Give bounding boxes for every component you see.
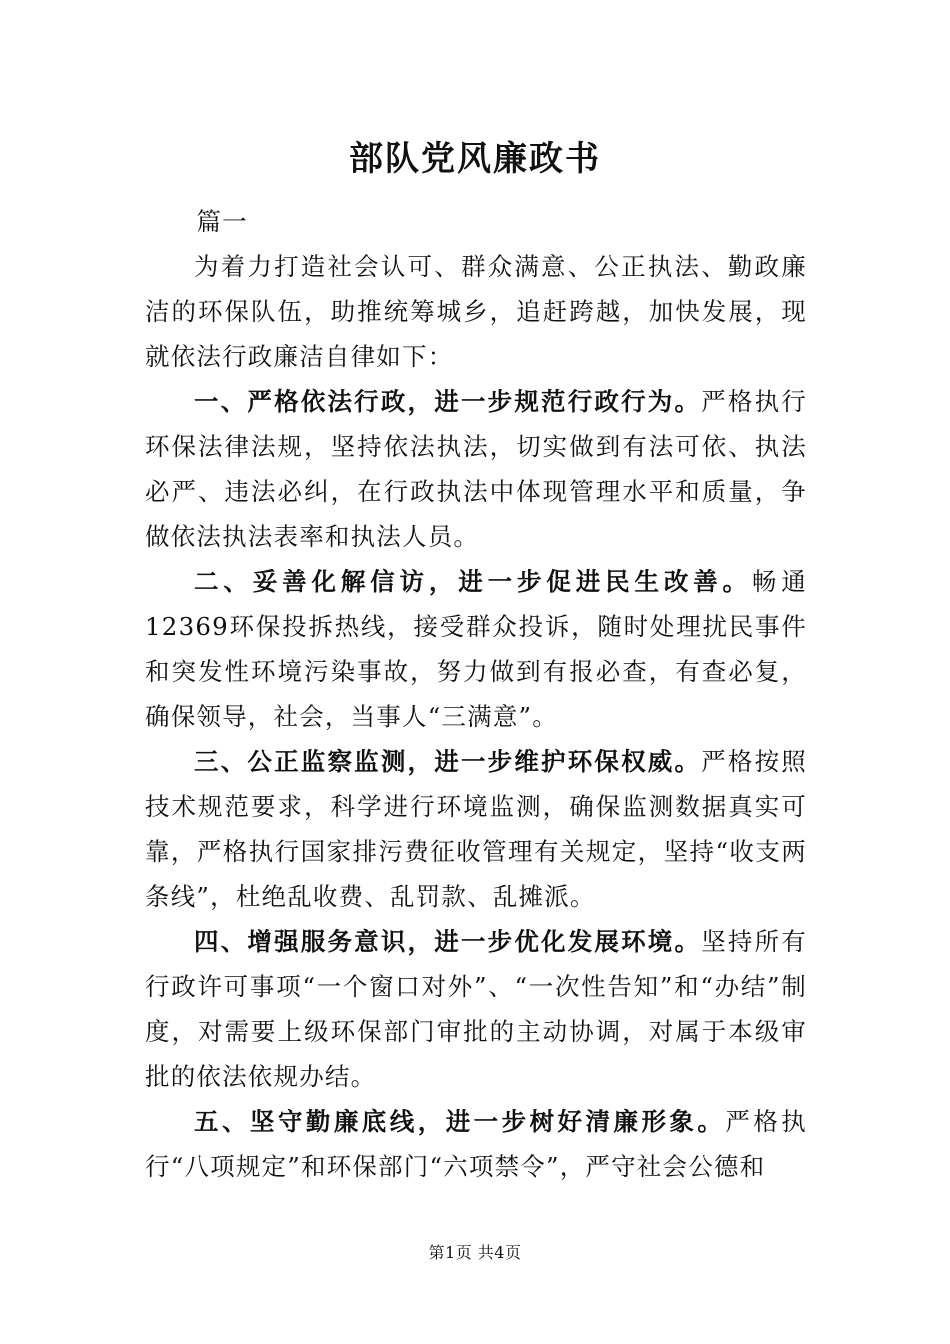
item-paragraph-4 — [145, 919, 807, 1099]
item-heading-1: 一、严格依法行政，进一步规范行政行为。 — [194, 387, 702, 416]
item-heading-4: 四、增强服务意识，进一步优化发展环境。 — [194, 927, 702, 956]
item-text-5: 严格执行“八项规定”和环保部门“六项禁令”，严守社会公德和 — [145, 1107, 807, 1181]
item-paragraph-2 — [145, 559, 807, 739]
item-paragraph-3 — [145, 739, 807, 919]
page-footer: 第1页 共4页 — [428, 1243, 522, 1262]
intro-paragraph: 为着力打造社会认可、群众满意、公正执法、勤政廉洁的环保队伍，助推统筹城乡，追赶跨越，加快发展，现就依法行政廉洁自律如下： — [145, 252, 807, 371]
item-paragraph-5 — [145, 1099, 807, 1189]
document-body — [145, 199, 807, 1189]
item-text-2: 畅通12369环保投拆热线，接受群众投诉，随时处理扰民事件和突发性环境污染事故，努力做到有报必查，有查必复，确保领导，社会，当事人“三满意”。 — [145, 567, 807, 731]
document-title: 部队党风廉政书 — [349, 139, 601, 179]
item-text-1: 严格执行环保法律法规，坚持依法执法，切实做到有法可依、执法必严、违法必纠，在行政执法中体现管理水平和质量，争做依法执法表率和执法人员。 — [145, 387, 807, 551]
item-text-4: 坚持所有行政许可事项“一个窗口对外”、“一次性告知”和“办结”制度，对需要上级环保部门审批的主动协调，对属于本级审批的依法依规办结。 — [145, 927, 807, 1091]
item-heading-2: 二、妥善化解信访，进一步促进民生改善。 — [194, 567, 752, 596]
item-text-3: 严格按照技术规范要求，科学进行环境监测，确保监测数据真实可靠，严格执行国家排污费征收管理有关规定，坚持“收支两条线”，杜绝乱收费、乱罚款、乱摊派。 — [145, 747, 807, 911]
item-heading-5: 五、坚守勤廉底线，进一步树好清廉形象。 — [194, 1107, 726, 1136]
item-heading-3: 三、公正监察监测，进一步维护环保权威。 — [194, 747, 702, 776]
section-label: 篇一 — [196, 207, 248, 236]
item-paragraph-1 — [145, 379, 807, 559]
